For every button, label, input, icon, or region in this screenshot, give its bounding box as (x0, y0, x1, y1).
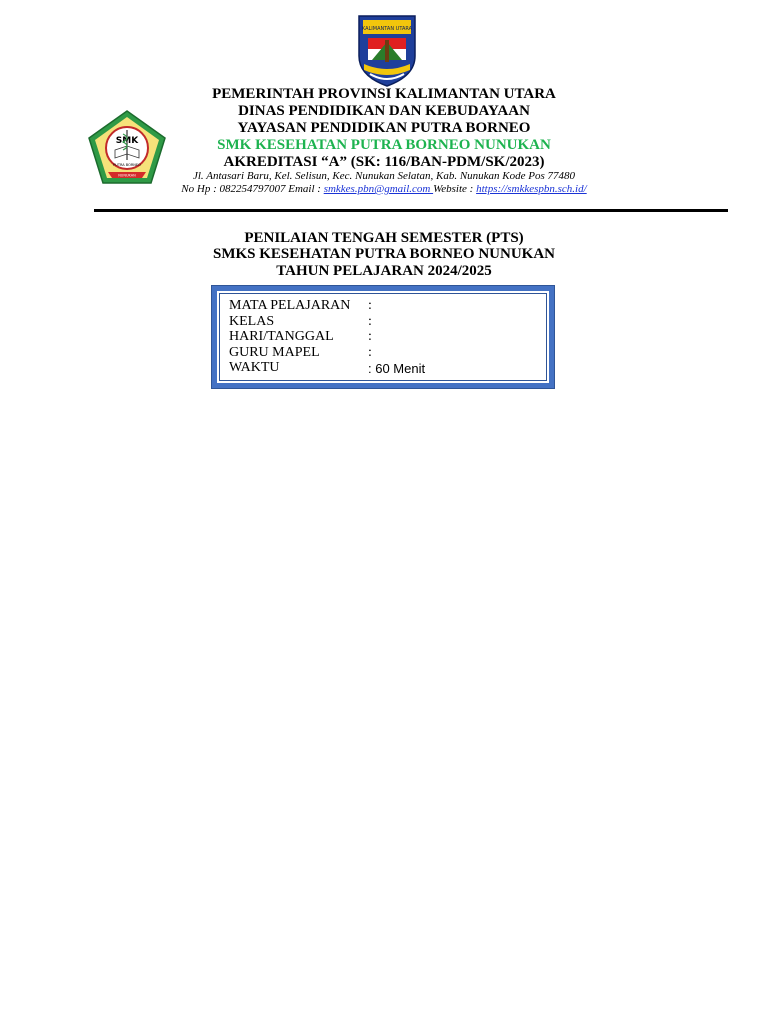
contact-prefix: No Hp : 082254797007 Email : (181, 183, 324, 195)
exam-year: TAHUN PELAJARAN 2024/2025 (276, 263, 492, 279)
email-link[interactable]: smkkes.pbn@gmail.com (323, 183, 434, 195)
info-label: GURU MAPEL (229, 344, 320, 360)
exam-title: PENILAIAN TENGAH SEMESTER (PTS) (244, 230, 524, 246)
accreditation-line: AKREDITASI “A” (SK: 116/BAN-PDM/SK/2023) (223, 154, 545, 170)
info-value: : (368, 298, 372, 313)
website-link[interactable]: https://smkkespbn.sch.id/ (476, 183, 587, 195)
exam-school: SMKS KESEHATAN PUTRA BORNEO NUNUKAN (213, 246, 555, 262)
info-label: WAKTU (229, 360, 280, 375)
info-label: HARI/TANGGAL (229, 329, 334, 344)
website-prefix: Website : (433, 183, 477, 195)
emblem-top-text: KALIMANTAN UTARA (361, 26, 413, 32)
address-line: Jl. Antasari Baru, Kel. Selisun, Kec. Nunukan Selatan, Kab. Nunukan Kode Pos 77480 (192, 170, 576, 182)
header-divider (94, 209, 728, 212)
school-name: SMK KESEHATAN PUTRA BORNEO NUNUKAN (217, 137, 551, 153)
logo-ribbon-text: NUNUKAN (118, 173, 136, 178)
province-emblem-icon (356, 12, 418, 88)
department-line: DINAS PENDIDIKAN DAN KEBUDAYAAN (238, 103, 530, 119)
info-value: : (368, 313, 372, 329)
exam-info-box (212, 286, 554, 388)
govt-line: PEMERINTAH PROVINSI KALIMANTAN UTARA (212, 86, 556, 102)
logo-text-mid: PUTRA BORNEO (113, 163, 141, 167)
info-label: KELAS (229, 313, 275, 329)
logo-text-top: SMK (115, 136, 139, 146)
contact-line (0, 183, 768, 195)
info-value: : (368, 344, 372, 360)
info-label: MATA PELAJARAN (229, 298, 351, 313)
exam-info-inner (219, 293, 547, 381)
info-value: : 60 Menit (368, 361, 426, 376)
foundation-line: YAYASAN PENDIDIKAN PUTRA BORNEO (237, 120, 531, 136)
info-value: : (368, 329, 372, 344)
